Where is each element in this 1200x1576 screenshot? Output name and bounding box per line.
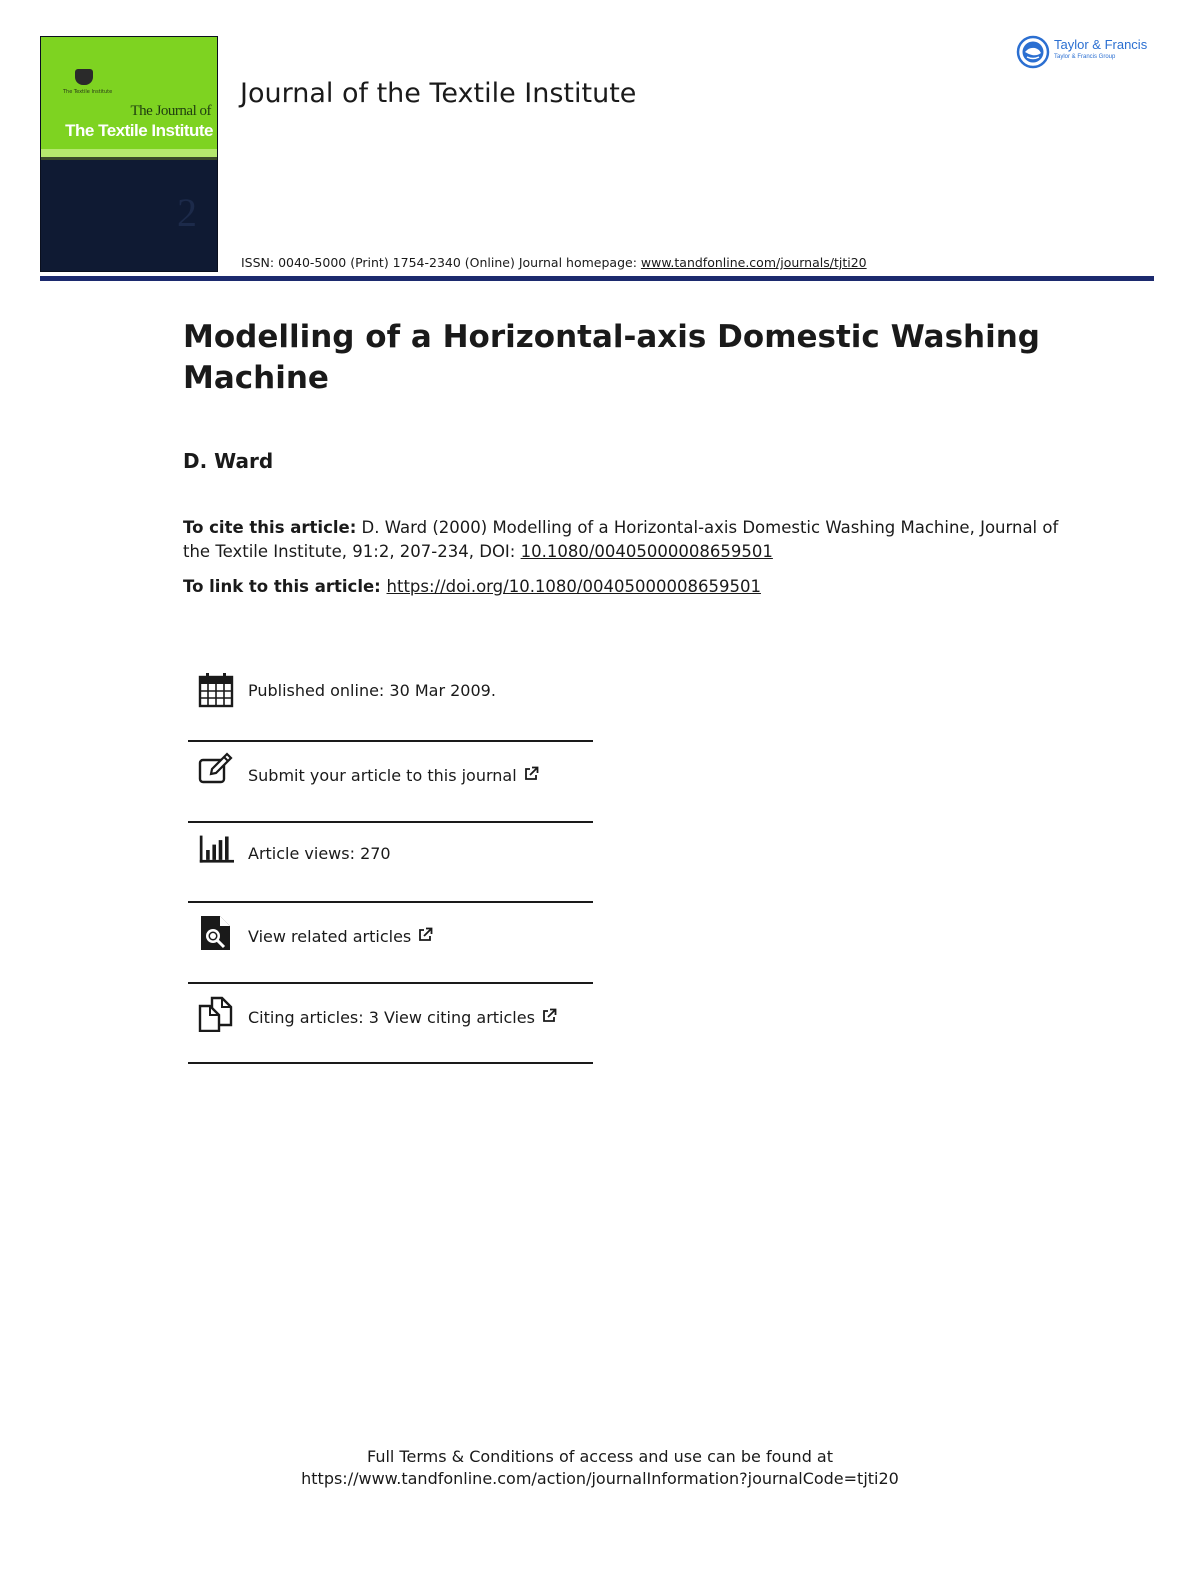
info-divider <box>188 982 593 984</box>
calendar-icon <box>198 672 234 708</box>
issn-text: ISSN: 0040-5000 (Print) 1754-2340 (Online) Journal homepage: <box>241 255 641 270</box>
publisher-subtitle: Taylor & Francis Group <box>1054 54 1116 60</box>
submit-article-link[interactable] <box>248 766 539 785</box>
bar-chart-icon <box>198 832 234 868</box>
citing-articles-icon <box>198 996 234 1032</box>
cover-title-line1: The Journal of <box>130 103 211 119</box>
article-author: D. Ward <box>183 449 274 473</box>
article-title: Modelling of a Horizontal-axis Domestic Washing Machine <box>183 319 1040 396</box>
terms-footer <box>0 1446 1200 1490</box>
citing-label: Citing articles: 3 View citing articles <box>248 1008 535 1027</box>
edit-icon <box>198 752 234 788</box>
cover-mark: 2 <box>177 190 197 235</box>
external-link-icon <box>523 766 539 782</box>
published-label: Published online: 30 Mar 2009. <box>248 681 496 700</box>
cover-crest-icon <box>75 69 93 85</box>
related-label: View related articles <box>248 927 412 946</box>
footer-terms-url[interactable]: https://www.tandfonline.com/action/journalInformation?journalCode=tjti20 <box>301 1469 899 1488</box>
citing-articles-link[interactable] <box>248 1008 557 1027</box>
info-divider <box>188 1062 593 1064</box>
external-link-icon <box>417 927 433 943</box>
issn-line <box>241 255 867 270</box>
cover-title-line2: The Textile Institute <box>65 121 213 140</box>
link-label: To link to this article: <box>183 577 387 596</box>
citation-block <box>183 516 1063 564</box>
info-citing[interactable] <box>188 994 593 1040</box>
info-submit[interactable] <box>188 752 593 798</box>
cover-strip <box>41 149 217 157</box>
article-doi-link[interactable]: https://doi.org/10.1080/00405000008659501 <box>386 577 761 596</box>
journal-name: Journal of the Textile Institute <box>240 78 637 109</box>
search-document-icon <box>198 915 234 951</box>
info-divider <box>188 821 593 823</box>
footer-line1: Full Terms & Conditions of access and use can be found at <box>366 1447 834 1466</box>
info-divider <box>188 901 593 903</box>
info-views <box>188 832 593 872</box>
info-divider <box>188 740 593 742</box>
cite-doi-link[interactable]: 10.1080/00405000008659501 <box>520 542 773 561</box>
taylor-francis-logo-icon <box>1016 35 1050 69</box>
related-articles-link[interactable] <box>248 927 433 946</box>
cite-label: To cite this article: <box>183 518 357 537</box>
submit-label: Submit your article to this journal <box>248 766 517 785</box>
cover-strip-dark <box>41 157 217 160</box>
article-link-line <box>183 577 761 596</box>
views-label: Article views: 270 <box>248 844 391 863</box>
cite-text: D. Ward (2000) Modelling of a Horizontal-axis Domestic Washing Machine, Journal of the Textile Institute, 91:2, 207-234, DOI: <box>183 518 1059 561</box>
publisher-logo[interactable] <box>1016 35 1156 69</box>
external-link-icon <box>541 1008 557 1024</box>
journal-homepage-link[interactable]: www.tandfonline.com/journals/tjti20 <box>640 255 867 270</box>
info-published <box>188 672 593 712</box>
cover-small-text: The Textile Institute <box>63 89 113 95</box>
journal-cover-image <box>40 36 218 272</box>
header-rule <box>40 276 1154 281</box>
info-related[interactable] <box>188 913 593 959</box>
publisher-name: Taylor & Francis <box>1054 37 1148 52</box>
